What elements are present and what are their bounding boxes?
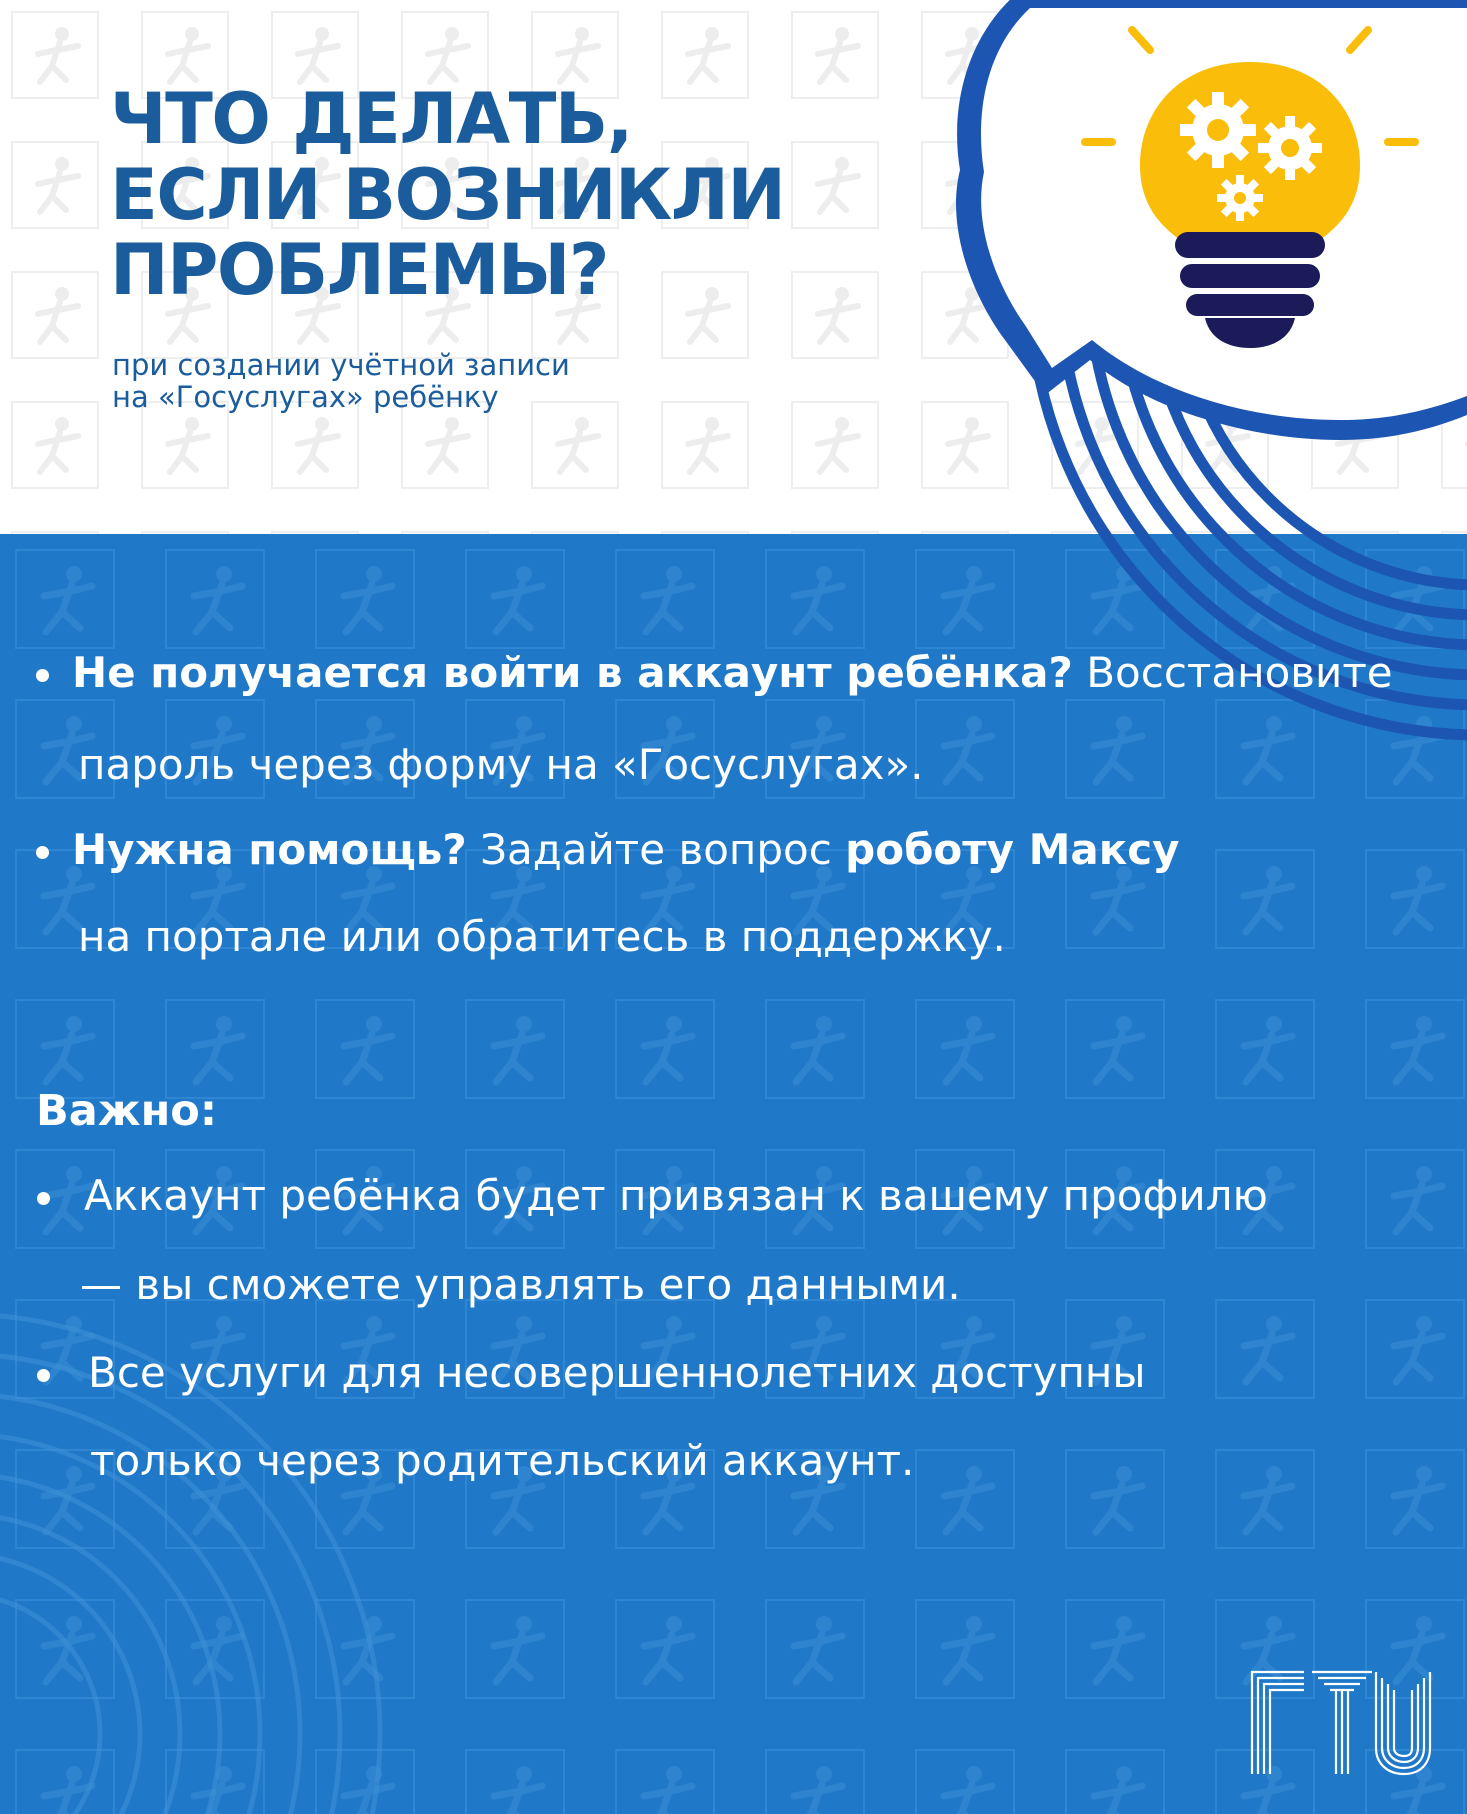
subtitle-line-2: на «Госуслугах» ребёнку — [112, 379, 499, 414]
bullet-dot — [37, 1192, 50, 1205]
bullet-dot — [36, 846, 49, 859]
bullet-dot — [37, 1369, 50, 1382]
tip-2-continuation: на портале или обратитесь в поддержку. — [78, 912, 1006, 961]
tip-2-bold2: роботу Максу — [845, 825, 1180, 874]
tip-1-text: Восстановите — [1072, 648, 1393, 697]
bullet-dot — [36, 669, 49, 682]
important-item-1-continuation: — вы сможете управлять его данными. — [80, 1260, 961, 1309]
tip-1-continuation: пароль через форму на «Госуслугах». — [78, 740, 924, 789]
title-line-1: ЧТО ДЕЛАТЬ, — [110, 78, 632, 160]
important-item-2-text: Все услуги для несовершеннолетних доступны — [88, 1348, 1146, 1397]
important-heading: Важно: — [36, 1086, 218, 1136]
tip-2 — [72, 825, 1180, 874]
title-line-3: ПРОБЛЕМЫ? — [110, 229, 608, 312]
subtitle-line-1: при создании учётной записи — [112, 348, 570, 382]
tip-1-bold: Не получается войти в аккаунт ребёнка? — [72, 648, 1073, 697]
tip-2-text: Задайте вопрос — [466, 825, 846, 874]
important-item-2 — [88, 1348, 1146, 1397]
tip-2-bold: Нужна помощь? — [72, 825, 467, 874]
important-item-1-text: Аккаунт ребёнка будет привязан к вашему профилю — [84, 1171, 1268, 1220]
tip-1 — [72, 648, 1393, 697]
important-item-1 — [84, 1171, 1268, 1220]
gto-logo — [1248, 1668, 1434, 1778]
title-line-2: ЕСЛИ ВОЗНИКЛИ — [110, 153, 785, 236]
important-item-2-continuation: только через родительский аккаунт. — [90, 1436, 915, 1485]
